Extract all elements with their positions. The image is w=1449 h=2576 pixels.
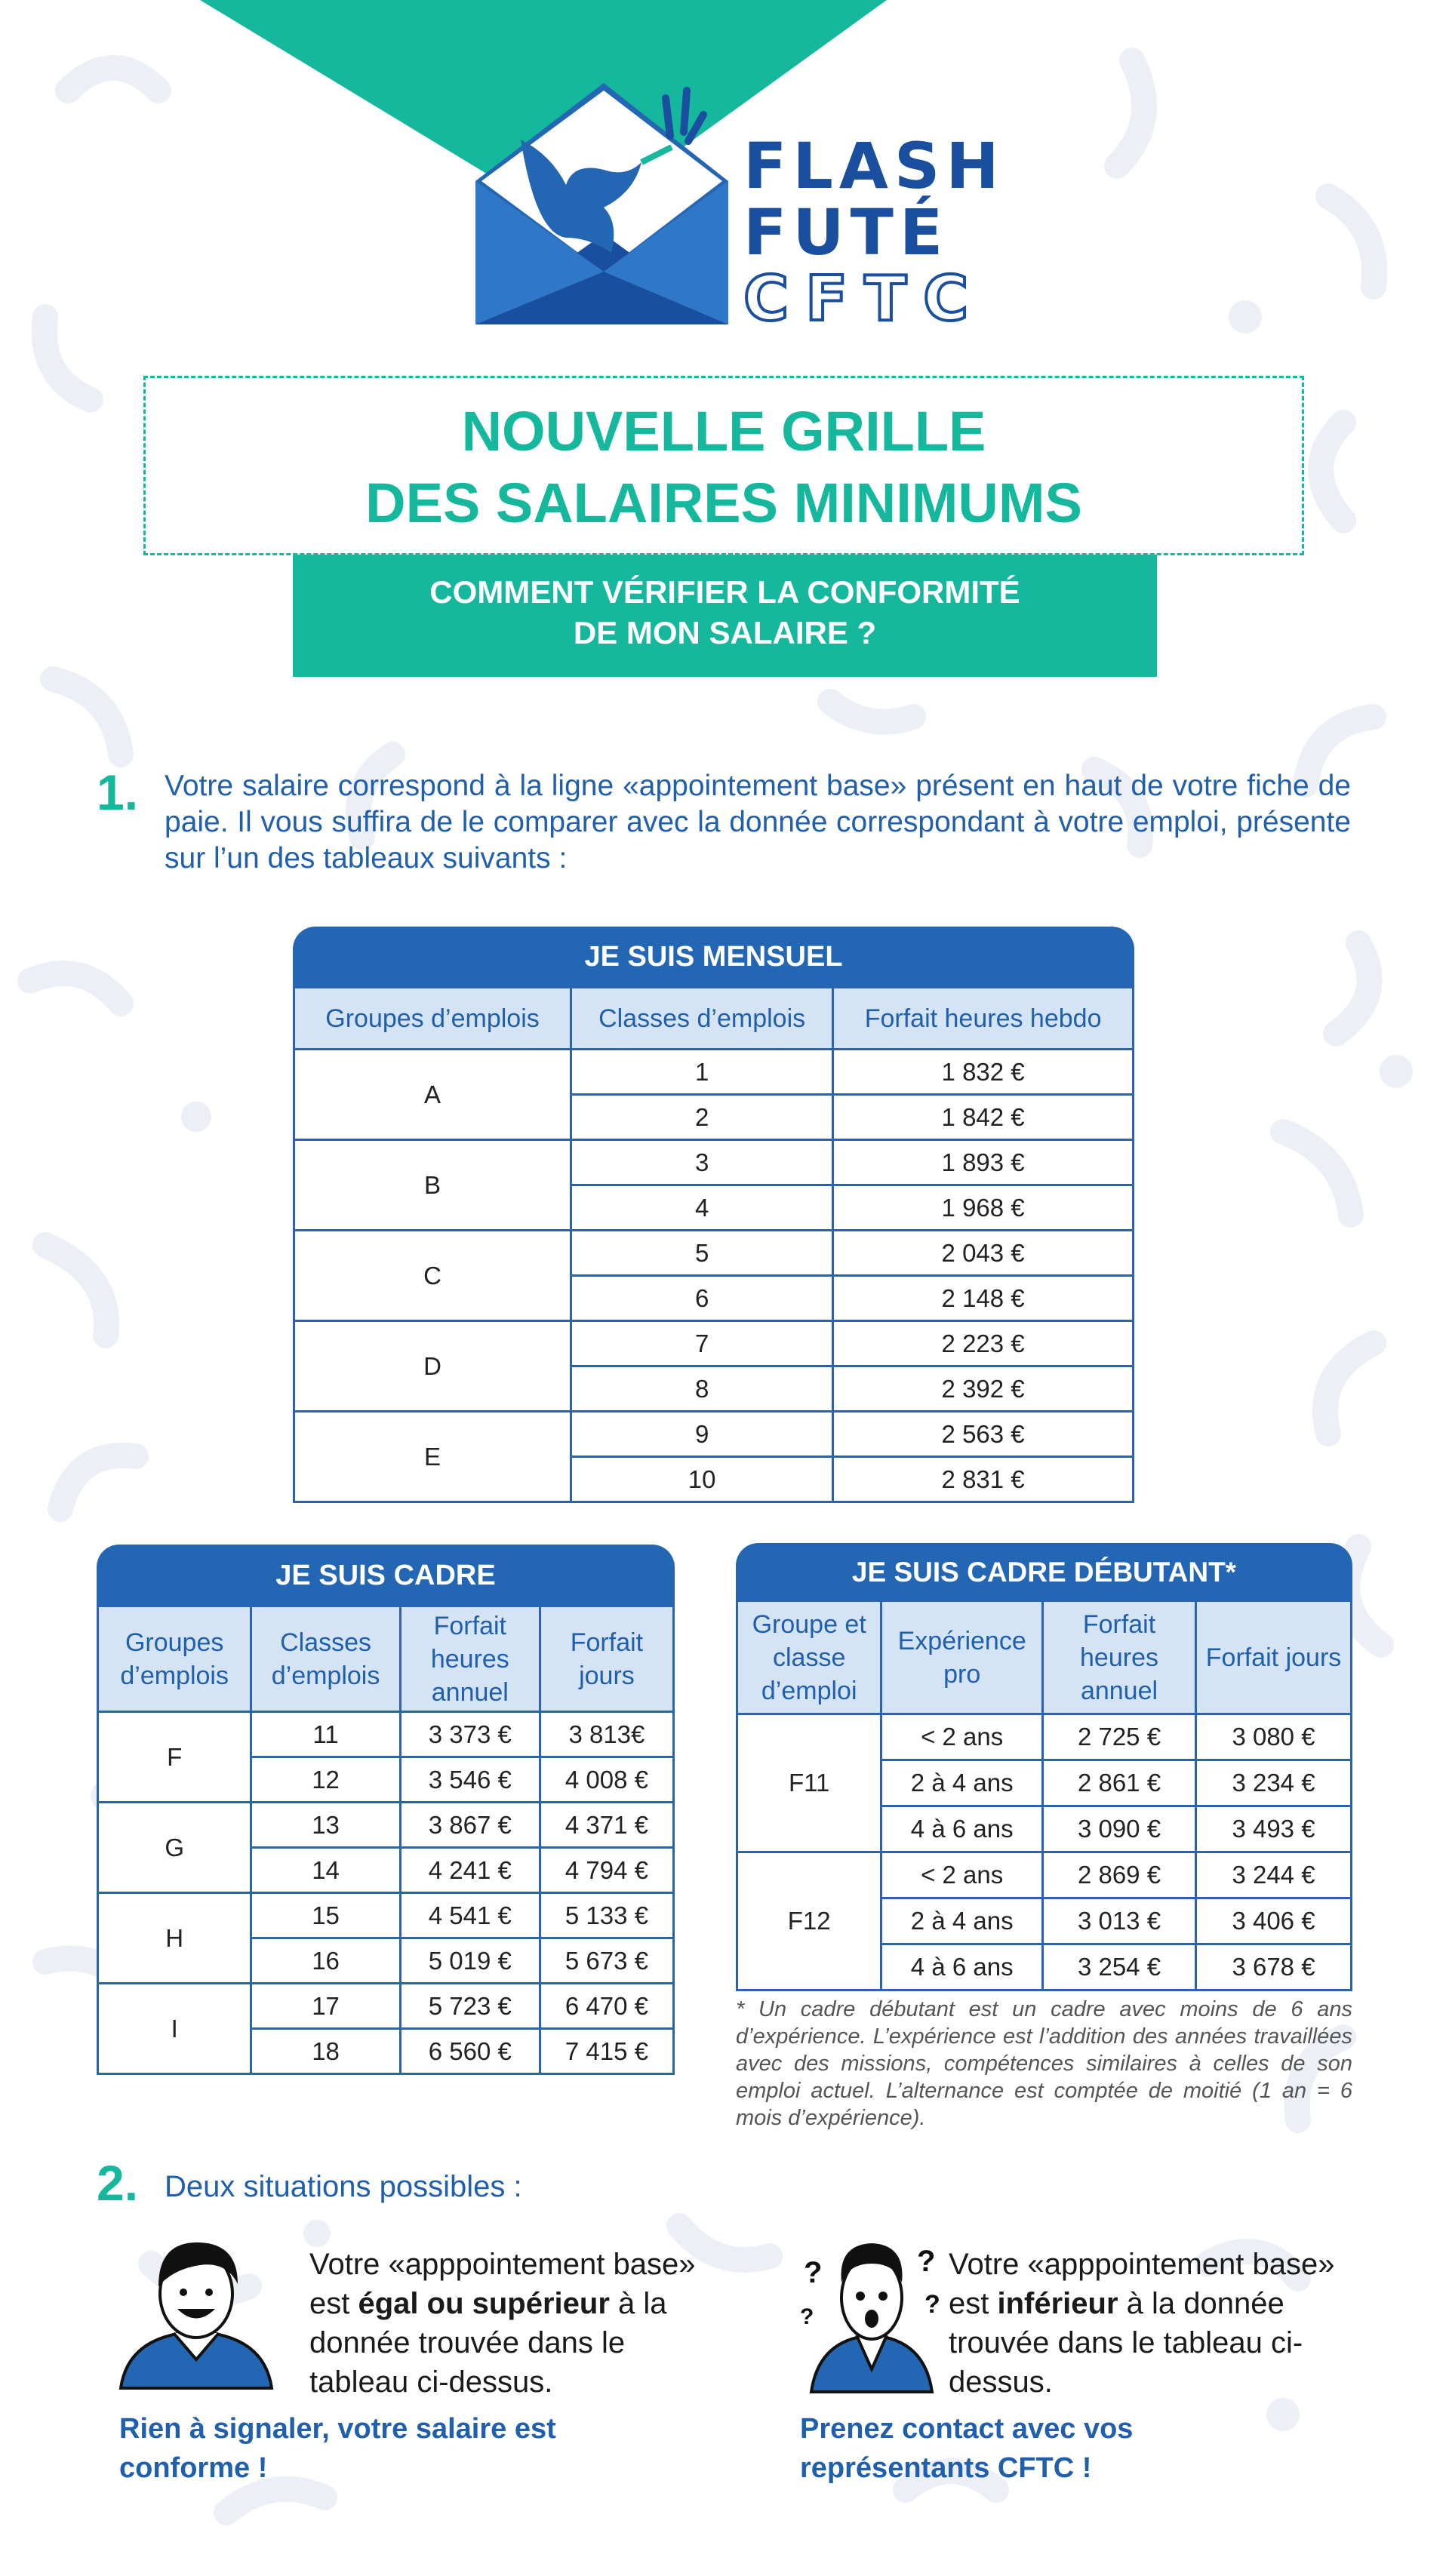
debutant-days-cell: 3 244 € xyxy=(1196,1852,1352,1898)
debutant-group-cell: F12 xyxy=(737,1852,881,1990)
logo-cftc: CFTC xyxy=(743,263,986,335)
mensuel-value-cell: 2 392 € xyxy=(833,1366,1134,1412)
debutant-exp-cell: 4 à 6 ans xyxy=(881,1806,1043,1852)
step-2-text: Deux situations possibles : xyxy=(165,2170,522,2203)
debutant-header-experience: Expérience pro xyxy=(881,1601,1043,1714)
debutant-exp-cell: 4 à 6 ans xyxy=(881,1944,1043,1990)
mensuel-group-cell: B xyxy=(294,1140,571,1231)
cadre-class-cell: 17 xyxy=(251,1984,400,2029)
mensuel-value-cell: 1 842 € xyxy=(833,1095,1134,1140)
happy-person-illustration xyxy=(113,2233,279,2392)
mensuel-value-cell: 2 223 € xyxy=(833,1321,1134,1366)
mensuel-value-cell: 2 831 € xyxy=(833,1457,1134,1502)
debutant-exp-cell: < 2 ans xyxy=(881,1714,1043,1760)
debutant-days-cell: 3 234 € xyxy=(1196,1760,1352,1806)
svg-text:?: ? xyxy=(917,2245,936,2278)
situation-left-text xyxy=(309,2245,702,2402)
debutant-group-cell: F11 xyxy=(737,1714,881,1852)
cadre-days-cell: 7 415 € xyxy=(540,2029,673,2074)
mensuel-group-cell: D xyxy=(294,1321,571,1412)
cadre-table xyxy=(97,1605,675,2075)
cadre-hours-cell: 5 723 € xyxy=(400,1984,540,2029)
cadre-hours-cell: 3 867 € xyxy=(400,1803,540,1848)
page-title-line2: DES SALAIRES MINIMUMS xyxy=(365,472,1082,534)
cadre-hours-cell: 3 546 € xyxy=(400,1757,540,1803)
subtitle-line2: DE MON SALAIRE ? xyxy=(573,615,877,650)
debutant-days-cell: 3 678 € xyxy=(1196,1944,1352,1990)
debutant-hours-cell: 2 725 € xyxy=(1042,1714,1195,1760)
mensuel-header-groupes: Groupes d’emplois xyxy=(294,988,571,1050)
debutant-days-cell: 3 493 € xyxy=(1196,1806,1352,1852)
debutant-hours-cell: 2 869 € xyxy=(1042,1852,1195,1898)
situation-left-conclusion: Rien à signaler, votre salaire est conforme ! xyxy=(119,2413,556,2484)
cadre-days-cell: 4 794 € xyxy=(540,1848,673,1893)
mensuel-value-cell: 1 832 € xyxy=(833,1050,1134,1095)
mensuel-class-cell: 10 xyxy=(571,1457,833,1502)
mensuel-group-cell: E xyxy=(294,1412,571,1502)
cadre-group-cell: H xyxy=(98,1893,251,1984)
logo-flash: FLASH xyxy=(743,129,1005,203)
debutant-exp-cell: 2 à 4 ans xyxy=(881,1898,1043,1944)
debutant-exp-cell: 2 à 4 ans xyxy=(881,1760,1043,1806)
debutant-days-cell: 3 080 € xyxy=(1196,1714,1352,1760)
mensuel-value-cell: 1 893 € xyxy=(833,1140,1134,1185)
cadre-group-cell: I xyxy=(98,1984,251,2074)
confused-person-illustration xyxy=(796,2230,947,2396)
cadre-class-cell: 16 xyxy=(251,1938,400,1984)
svg-text:?: ? xyxy=(800,2304,814,2329)
situation-right-part2: à la donnée trouvée dans le tableau ci-dessus. xyxy=(949,2287,1303,2399)
subtitle-line1: COMMENT VÉRIFIER LA CONFORMITÉ xyxy=(429,574,1020,610)
mensuel-header-classes: Classes d’emplois xyxy=(571,988,833,1050)
cadre-class-cell: 11 xyxy=(251,1712,400,1757)
debutant-days-cell: 3 406 € xyxy=(1196,1898,1352,1944)
step-1-text: Votre salaire correspond à la ligne «appointement base» présent en haut de votre fiche de paie. Il vous suffira de le comparer avec la donnée correspondant à votre emploi, présente sur l’un des tableaux suivants : xyxy=(165,770,1351,875)
cadre-hours-cell: 4 541 € xyxy=(400,1893,540,1938)
cadre-class-cell: 13 xyxy=(251,1803,400,1848)
debutant-header-groupe: Groupe et classe d’emploi xyxy=(737,1601,881,1714)
cadre-header-groupes: Groupes d’emplois xyxy=(98,1606,251,1712)
mensuel-group-cell: C xyxy=(294,1231,571,1321)
mensuel-class-cell: 4 xyxy=(571,1185,833,1231)
mensuel-table xyxy=(293,986,1134,1503)
cadre-days-cell: 4 008 € xyxy=(540,1757,673,1803)
debutant-hours-cell: 3 254 € xyxy=(1042,1944,1195,1990)
svg-text:?: ? xyxy=(804,2256,823,2289)
cadre-hours-cell: 6 560 € xyxy=(400,2029,540,2074)
mensuel-class-cell: 1 xyxy=(571,1050,833,1095)
situation-right-conclusion: Prenez contact avec vos représentants CFTC ! xyxy=(800,2413,1134,2484)
mensuel-class-cell: 8 xyxy=(571,1366,833,1412)
cadre-days-cell: 4 371 € xyxy=(540,1803,673,1848)
cadre-hours-cell: 4 241 € xyxy=(400,1848,540,1893)
cadre-class-cell: 15 xyxy=(251,1893,400,1938)
cadre-class-cell: 12 xyxy=(251,1757,400,1803)
mensuel-caption: JE SUIS MENSUEL xyxy=(293,927,1134,988)
mensuel-class-cell: 5 xyxy=(571,1231,833,1276)
debutant-exp-cell: < 2 ans xyxy=(881,1852,1043,1898)
cadre-days-cell: 5 133 € xyxy=(540,1893,673,1938)
situation-right-bold: inférieur xyxy=(997,2287,1118,2320)
situation-left-part2: à la donnée trouvée dans le tableau ci-dessus. xyxy=(309,2287,667,2399)
debutant-hours-cell: 2 861 € xyxy=(1042,1760,1195,1806)
cadre-group-cell: G xyxy=(98,1803,251,1893)
mensuel-value-cell: 2 148 € xyxy=(833,1276,1134,1321)
envelope-dove-logo xyxy=(468,68,740,332)
logo-fute: FUTÉ xyxy=(743,195,949,269)
page-title-line1: NOUVELLE GRILLE xyxy=(461,400,986,463)
svg-text:?: ? xyxy=(924,2290,940,2319)
situation-left-bold: égal ou supérieur xyxy=(358,2287,610,2320)
cadre-header-heures: Forfait heures annuel xyxy=(400,1606,540,1712)
mensuel-value-cell: 2 563 € xyxy=(833,1412,1134,1457)
mensuel-header-forfait: Forfait heures hebdo xyxy=(833,988,1134,1050)
situation-right-text xyxy=(949,2245,1341,2402)
situation-right-part1: Votre «apppointement base» est xyxy=(949,2248,1335,2320)
debutant-footnote: * Un cadre débutant est un cadre avec moins de 6 ans d’expérience. L’expérience est l’addition des années travaillées avec des missions, compétences similaires à celles de son emploi actuel. L’alternance est comptée de moitié (1 an = 6 mois d’expérience). xyxy=(736,1997,1352,2130)
mensuel-class-cell: 2 xyxy=(571,1095,833,1140)
debutant-header-heures: Forfait heures annuel xyxy=(1042,1601,1195,1714)
cadre-caption: JE SUIS CADRE xyxy=(97,1545,675,1606)
debutant-hours-cell: 3 013 € xyxy=(1042,1898,1195,1944)
step-2-number: 2. xyxy=(97,2155,139,2211)
cadre-hours-cell: 5 019 € xyxy=(400,1938,540,1984)
debutant-hours-cell: 3 090 € xyxy=(1042,1806,1195,1852)
cadre-days-cell: 5 673 € xyxy=(540,1938,673,1984)
cadre-days-cell: 6 470 € xyxy=(540,1984,673,2029)
mensuel-value-cell: 2 043 € xyxy=(833,1231,1134,1276)
mensuel-group-cell: A xyxy=(294,1050,571,1140)
debutant-table xyxy=(736,1600,1352,1991)
cadre-header-classes: Classes d’emplois xyxy=(251,1606,400,1712)
mensuel-class-cell: 6 xyxy=(571,1276,833,1321)
mensuel-class-cell: 9 xyxy=(571,1412,833,1457)
cadre-class-cell: 14 xyxy=(251,1848,400,1893)
mensuel-class-cell: 3 xyxy=(571,1140,833,1185)
debutant-caption: JE SUIS CADRE DÉBUTANT* xyxy=(736,1543,1352,1601)
cadre-days-cell: 3 813€ xyxy=(540,1712,673,1757)
mensuel-class-cell: 7 xyxy=(571,1321,833,1366)
cadre-group-cell: F xyxy=(98,1712,251,1803)
step-1-number: 1. xyxy=(97,764,139,820)
cadre-header-jours: Forfait jours xyxy=(540,1606,673,1712)
cadre-class-cell: 18 xyxy=(251,2029,400,2074)
debutant-header-jours: Forfait jours xyxy=(1196,1601,1352,1714)
situation-left-part1: Votre «apppointement base» est xyxy=(309,2248,696,2320)
cadre-hours-cell: 3 373 € xyxy=(400,1712,540,1757)
mensuel-value-cell: 1 968 € xyxy=(833,1185,1134,1231)
